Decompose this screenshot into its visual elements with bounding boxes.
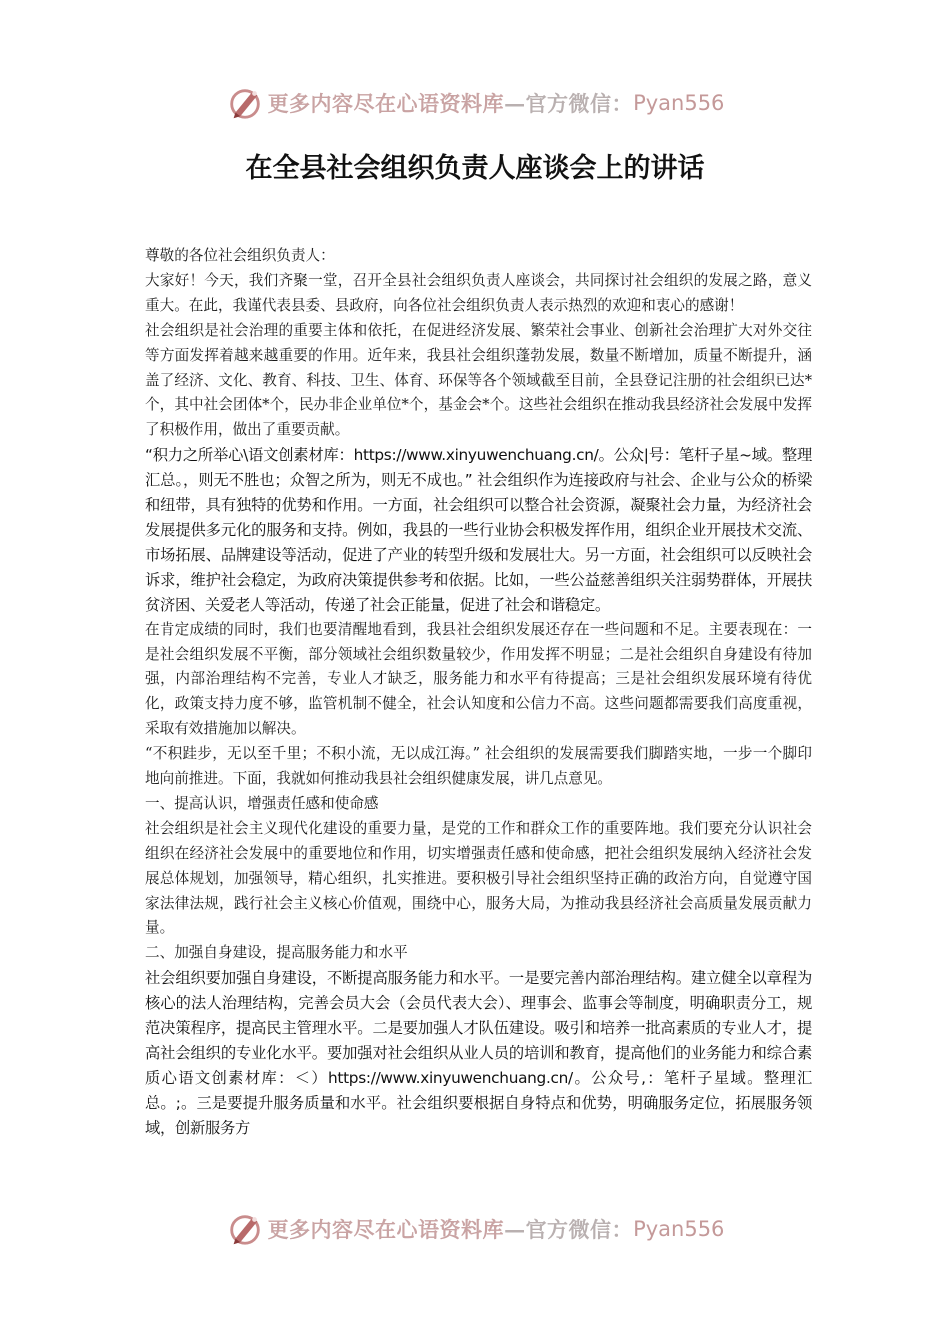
banner-wechat-id: Pyan556: [633, 91, 725, 115]
paragraph-role: “积力之所举心\语文创素材库：https://www.xinyuwenchuang.cn/。公众|号：笔杆子星~域。整理汇总。，则无不胜也；众智之所为，则无不成也。” 社会组织作为连接政府与社会、企业与公众的桥梁和纽带，具有独特的优势和作用。一方面，社会组织可以整合社会资源，凝聚社会力量，为经济社会发展提供多元化的服务和支持。例如，我县的一些行业协会积极发挥作用，组织企业开展技术交流、市场拓展、品牌建设等活动，促进了产业的转型升级和发展壮大。另一方面，社会组织可以反映社会诉求，维护社会稳定，为政府决策提供参考和依据。比如，一些公益慈善组织关注弱势群体，开展扶贫济困、关爱老人等活动，传递了社会正能量，促进了社会和谐稳定。: [145, 446, 812, 614]
paragraph-overview: 社会组织是社会治理的重要主体和依托，在促进经济发展、繁荣社会事业、创新社会治理扩大对外交往等方面发挥着越来越重要的作用。近年来，我县社会组织蓬勃发展，数量不断增加，质量不断提升，涵盖了经济、文化、教育、科技、卫生、体育、环保等各个领域截至目前，全县登记注册的社会组织已达*个，其中社会团体*个，民办非企业单位*个，基金会*个。这些社会组织在推动我县经济社会发展中发挥了积极作用，做出了重要贡献。: [145, 321, 812, 439]
pen-logo-icon: [226, 84, 264, 122]
banner-slogan: 更多内容尽在心语资料库: [267, 91, 505, 116]
banner-separator: —官方微信：: [504, 91, 634, 116]
paragraph-section-1: 社会组织是社会主义现代化建设的重要力量，是党的工作和群众工作的重要阵地。我们要充分认识社会组织在经济社会发展中的重要地位和作用，切实增强责任感和使命感，把社会组织发展纳入经济社会发展总体规划，加强领导，精心组织，扎实推进。要积极引导社会组织坚持正确的政治方向，自觉遵守国家法律法规，践行社会主义核心价值观，围绕中心，服务大局，为推动我县经济社会高质量发展贡献力量。: [145, 819, 812, 937]
section-heading-2: 二、加强自身建设，提高服务能力和水平: [145, 944, 408, 962]
paragraph-transition: “不积跬步，无以至千里；不积小流，无以成江海。” 社会组织的发展需要我们脚踏实地，一步一个脚印地向前推进。下面，我就如何推动我县社会组织健康发展，讲几点意见。: [145, 745, 812, 788]
document-title: 在全县社会组织负责人座谈会上的讲话: [245, 153, 705, 184]
banner-separator: —官方微信：: [504, 1217, 634, 1242]
paragraph-greeting: 大家好！今天，我们齐聚一堂，召开全县社会组织负责人座谈会，共同探讨社会组织的发展之路，意义重大。在此，我谨代表县委、县政府，向各位社会组织负责人表示热烈的欢迎和衷心的感谢！: [145, 271, 812, 314]
pen-logo-icon: [226, 1210, 264, 1248]
document-body: [145, 244, 812, 1141]
header-banner: [0, 80, 950, 126]
paragraph-section-2: 社会组织要加强自身建设，不断提高服务能力和水平。一是要完善内部治理结构。建立健全以章程为核心的法人治理结构，完善会员大会（会员代表大会）、理事会、监事会等制度，明确职责分工，规范决策程序，提高民主管理水平。二是要加强人才队伍建设。吸引和培养一批高素质的专业人才，提高社会组织的专业化水平。要加强对社会组织从业人员的培训和教育，提高他们的业务能力和综合素质心语文创素材库：＜）https://www.xinyuwenchuang.cn/。公众号,：笔杆子星域。整理汇总。;。三是要提升服务质量和水平。社会组织要根据自身特点和优势，明确服务定位，拓展服务领域，创新服务方: [145, 969, 812, 1137]
banner-slogan: 更多内容尽在心语资料库: [267, 1217, 505, 1242]
footer-banner: [0, 1206, 950, 1252]
banner-wechat-id: Pyan556: [633, 1217, 725, 1241]
salutation: 尊敬的各位社会组织负责人：: [145, 247, 335, 264]
section-heading-1: 一、提高认识，增强责任感和使命感: [145, 794, 379, 812]
paragraph-problems: 在肯定成绩的同时，我们也要清醒地看到，我县社会组织发展还存在一些问题和不足。主要表现在：一是社会组织发展不平衡，部分领域社会组织数量较少，作用发挥不明显；二是社会组织自身建设有待加强，内部治理结构不完善，专业人才缺乏，服务能力和水平有待提高；三是社会组织发展环境有待优化，政策支持力度不够，监管机制不健全，社会认知度和公信力不高。这些问题都需要我们高度重视，采取有效措施加以解决。: [145, 620, 812, 738]
